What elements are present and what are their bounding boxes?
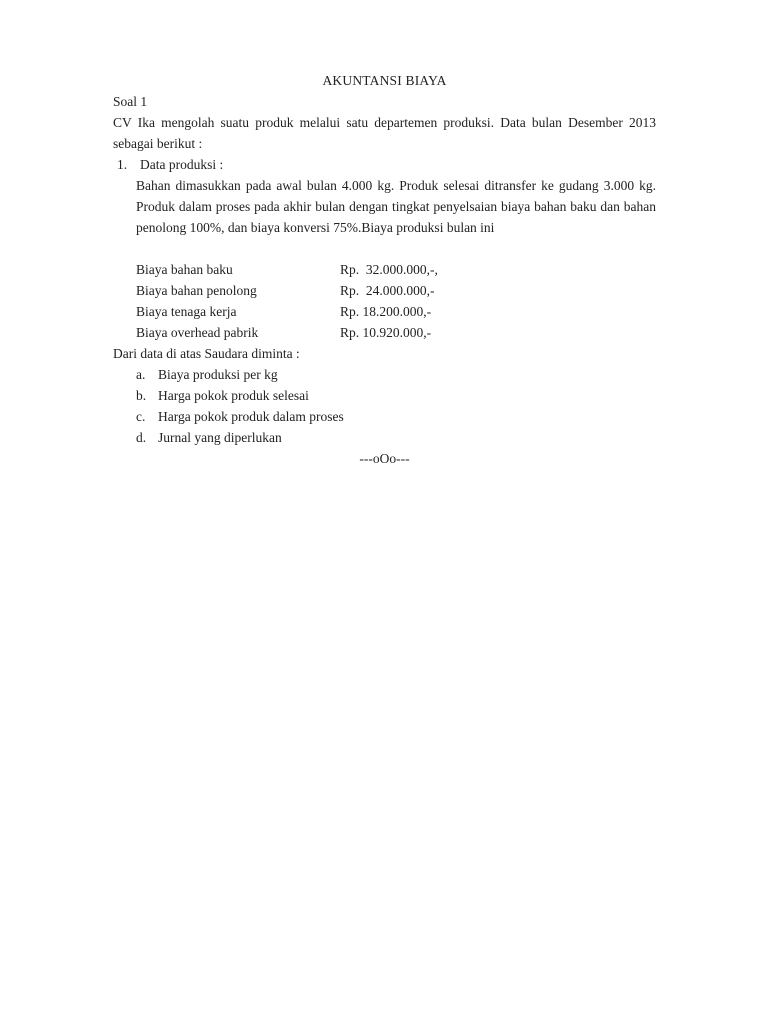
task-text: Biaya produksi per kg <box>158 367 278 382</box>
cost-row <box>136 301 438 322</box>
task-item <box>136 364 344 385</box>
cost-row <box>136 322 438 343</box>
task-list <box>136 364 344 448</box>
production-description: Bahan dimasukkan pada awal bulan 4.000 kg. Produk selesai ditransfer ke gudang 3.000 kg. Produk dalam proses pada akhir bulan dengan tingkat penyelsaian biaya bahan baku dan bahan penolong 100%, dan biaya konversi 75%.Biaya produksi bulan ini <box>136 178 656 235</box>
cost-value: Rp. 32.000.000,-, <box>340 262 438 277</box>
task-item <box>136 406 344 427</box>
cost-label: Biaya tenaga kerja <box>136 304 237 319</box>
cost-value: Rp. 18.200.000,- <box>340 304 432 319</box>
task-item <box>136 427 344 448</box>
cost-list <box>136 259 438 343</box>
task-text: Harga pokok produk selesai <box>158 388 309 403</box>
task-text: Harga pokok produk dalam proses <box>158 409 344 424</box>
cost-value: Rp. 10.920.000,- <box>340 325 432 340</box>
item-label: Data produksi : <box>140 157 224 172</box>
cost-row <box>136 280 438 301</box>
cost-label: Biaya bahan baku <box>136 262 233 277</box>
item-number: 1. <box>117 157 128 172</box>
cost-label: Biaya bahan penolong <box>136 283 257 298</box>
task-letter: c. <box>136 409 146 424</box>
task-letter: a. <box>136 367 146 382</box>
closing-separator: ---oOo--- <box>359 451 410 466</box>
cost-row <box>136 259 438 280</box>
task-text: Jurnal yang diperlukan <box>158 430 282 445</box>
task-letter: b. <box>136 388 147 403</box>
document-title: AKUNTANSI BIAYA <box>322 73 447 88</box>
cost-label: Biaya overhead pabrik <box>136 325 259 340</box>
task-letter: d. <box>136 430 147 445</box>
task-item <box>136 385 344 406</box>
cost-value: Rp. 24.000.000,- <box>340 283 435 298</box>
section-heading: Soal 1 <box>113 94 148 109</box>
numbered-item <box>117 154 223 175</box>
intro-paragraph: CV Ika mengolah suatu produk melalui satu departemen produksi. Data bulan Desember 2013 sebagai berikut : <box>113 115 656 151</box>
request-text: Dari data di atas Saudara diminta : <box>113 346 300 361</box>
